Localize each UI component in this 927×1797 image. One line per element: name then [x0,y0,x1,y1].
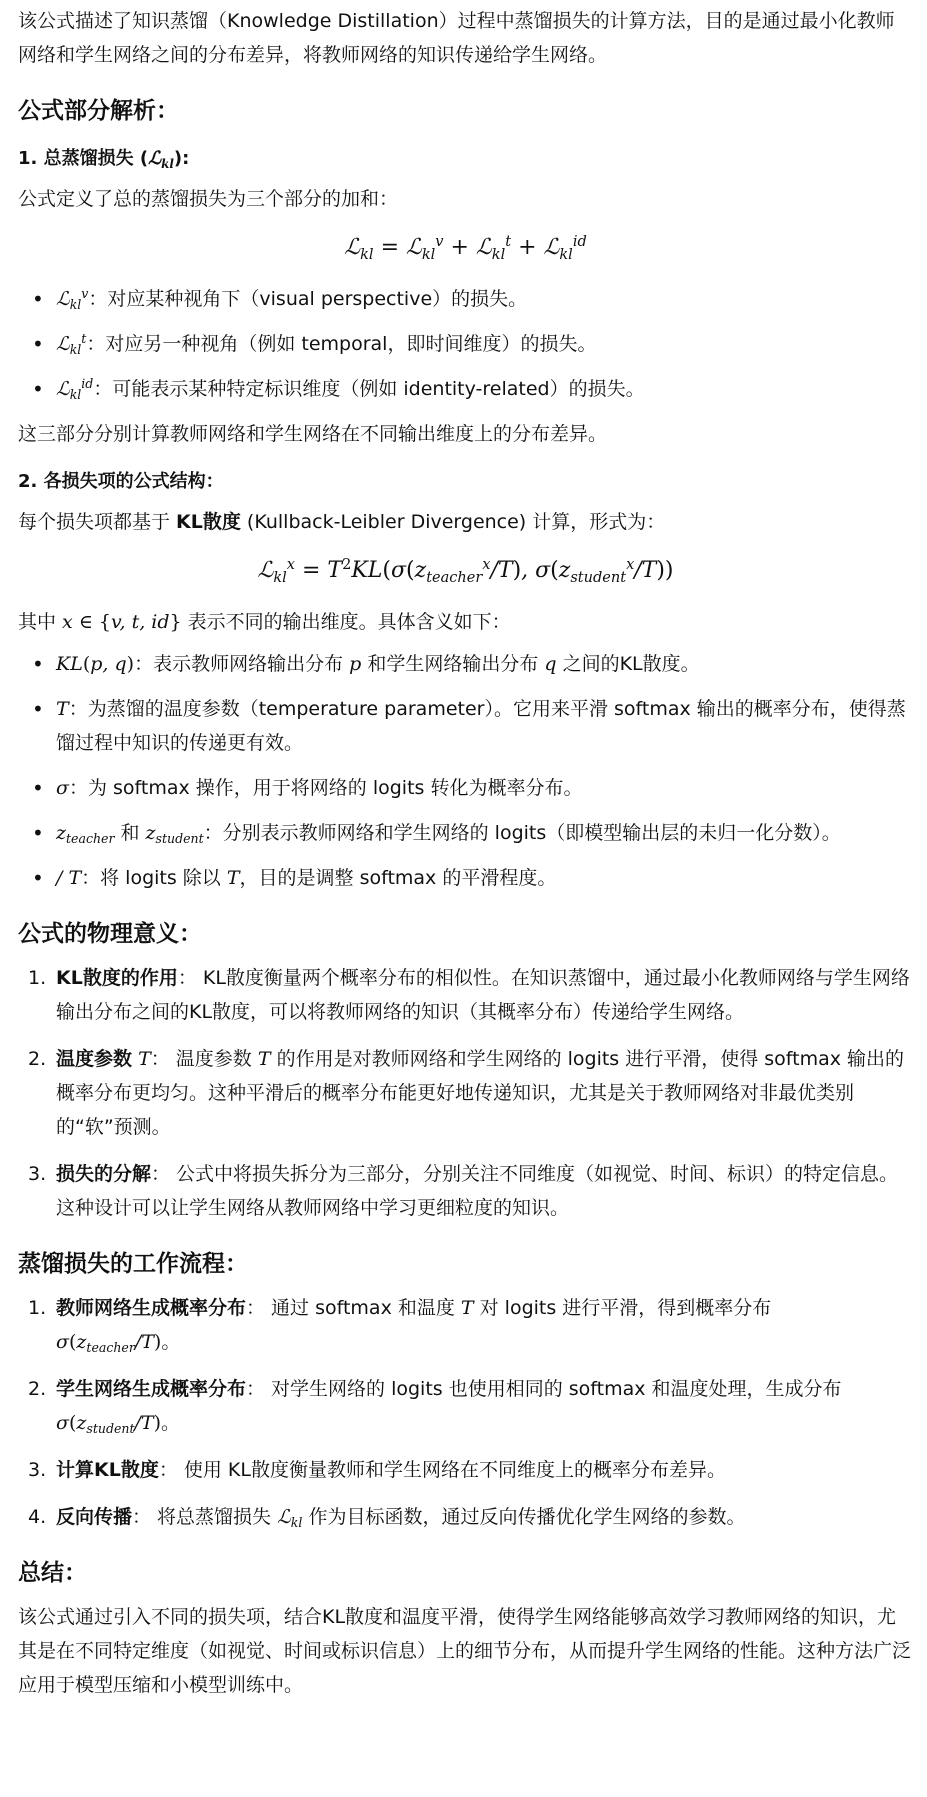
symbol-definition-list [18,647,913,895]
list-item: • σ：为 softmax 操作，用于将网络的 logits 转化为概率分布。 [56,771,913,805]
intro-paragraph: 该公式描述了知识蒸馏（Knowledge Distillation）过程中蒸馏损失的计算方法，目的是通过最小化教师网络和学生网络之间的分布差异，将教师网络的知识传递给学生网络。 [18,10,895,66]
list-item: 3. 损失的分解： 公式中将损失拆分为三部分，分别关注不同维度（如视觉、时间、标识）的特定信息。这种设计可以让学生网络从教师网络中学习更细粒度的知识。 [28,1163,899,1219]
list-item: • / T：将 logits 除以 T，目的是调整 softmax 的平滑程度。 [56,861,913,895]
document [0,4,927,1702]
section-heading-workflow: 蒸馏损失的工作流程： [18,1251,248,1277]
list-item: • ℒ$_{kl}^{id}$：可能表示某种特定标识维度（例如 identity-related）的损失。 [56,372,913,406]
section-heading-summary: 总结： [18,1560,87,1586]
list-item: • ℒ$_{kl}^t$：对应另一种视角（例如 temporal，即时间维度）的损失。 [56,327,913,361]
list-item: • ℒ$_{kl}^v$：对应某种视角下（visual perspective）的损失。 [56,282,913,316]
section-heading-physical-meaning: 公式的物理意义： [18,921,202,947]
workflow-list [18,1291,913,1534]
list-item: 1. 教师网络生成概率分布： 通过 softmax 和温度 T 对 logits 进行平滑，得到概率分布 $\sigma(z_{teacher}/T)$。 [28,1297,772,1356]
loss-component-list [18,282,913,406]
equation-kl-loss: ℒ$_{kl}^x$ = $T^2KL(\sigma(z_{teacher}^x/T)$, $\sigma(z_{student}^x/T)$) [257,557,674,587]
subheading-loss-structure: 2. 各损失项的公式结构： [18,471,224,492]
list-item: 4. 反向传播： 将总蒸馏损失 ℒ$_{kl}$ 作为目标函数，通过反向传播优化学生网络的参数。 [28,1506,746,1531]
list-item: 2. 温度参数 T： 温度参数 T 的作用是对教师网络和学生网络的 logits 进行平滑，使得 softmax 输出的概率分布更均匀。这种平滑后的概率分布能更好地传递知识，尤其是关于教师网络对非最优类别的“软”预测。 [28,1048,905,1138]
physical-meaning-list [18,961,913,1225]
loss-structure-intro: 每个损失项都基于 KL散度 (Kullback-Leibler Divergence) 计算，形式为： [18,511,666,533]
total-loss-outro: 这三部分分别计算教师网络和学生网络在不同输出维度上的分布差异。 [18,423,608,445]
dimension-definition: 其中 x ∈ {v, t, id} 表示不同的输出维度。具体含义如下： [18,611,511,633]
list-item: 3. 计算KL散度： 使用 KL散度衡量教师和学生网络在不同维度上的概率分布差异。 [28,1459,726,1481]
list-item: • KL(p, q)：表示教师网络输出分布 p 和学生网络输出分布 q 之间的KL散度。 [56,647,913,681]
equation-total-loss: ℒ$_{kl}$ = ℒ$_{kl}^v$ + ℒ$_{kl}^t$ + ℒ$_{kl}^{id}$ [344,234,587,264]
list-item: • T：为蒸馏的温度参数（temperature parameter）。它用来平滑 softmax 输出的概率分布，使得蒸馏过程中知识的传递更有效。 [56,692,913,760]
list-item: 1. KL散度的作用： KL散度衡量两个概率分布的相似性。在知识蒸馏中，通过最小化教师网络与学生网络输出分布之间的KL散度，可以将教师网络的知识（其概率分布）传递给学生网络。 [28,967,910,1023]
list-item: 2. 学生网络生成概率分布： 对学生网络的 logits 也使用相同的 softmax 和温度处理，生成分布 $\sigma(z_{student}/T)$。 [28,1378,842,1437]
summary-paragraph: 该公式通过引入不同的损失项，结合KL散度和温度平滑，使得学生网络能够高效学习教师网络的知识，尤其是在不同特定维度（如视觉、时间或标识信息）上的细节分布，从而提升学生网络的性能。这种方法广泛应用于模型压缩和小模型训练中。 [18,1606,912,1696]
section-heading-formula-analysis: 公式部分解析： [18,98,179,124]
subheading-total-loss: 1. 总蒸馏损失 (ℒ$_{kl}$): [18,148,190,172]
list-item: • $z_{teacher}$ 和 $z_{student}$：分别表示教师网络和学生网络的 logits（即模型输出层的未归一化分数）。 [56,816,913,850]
total-loss-intro: 公式定义了总的蒸馏损失为三个部分的加和： [18,188,399,210]
